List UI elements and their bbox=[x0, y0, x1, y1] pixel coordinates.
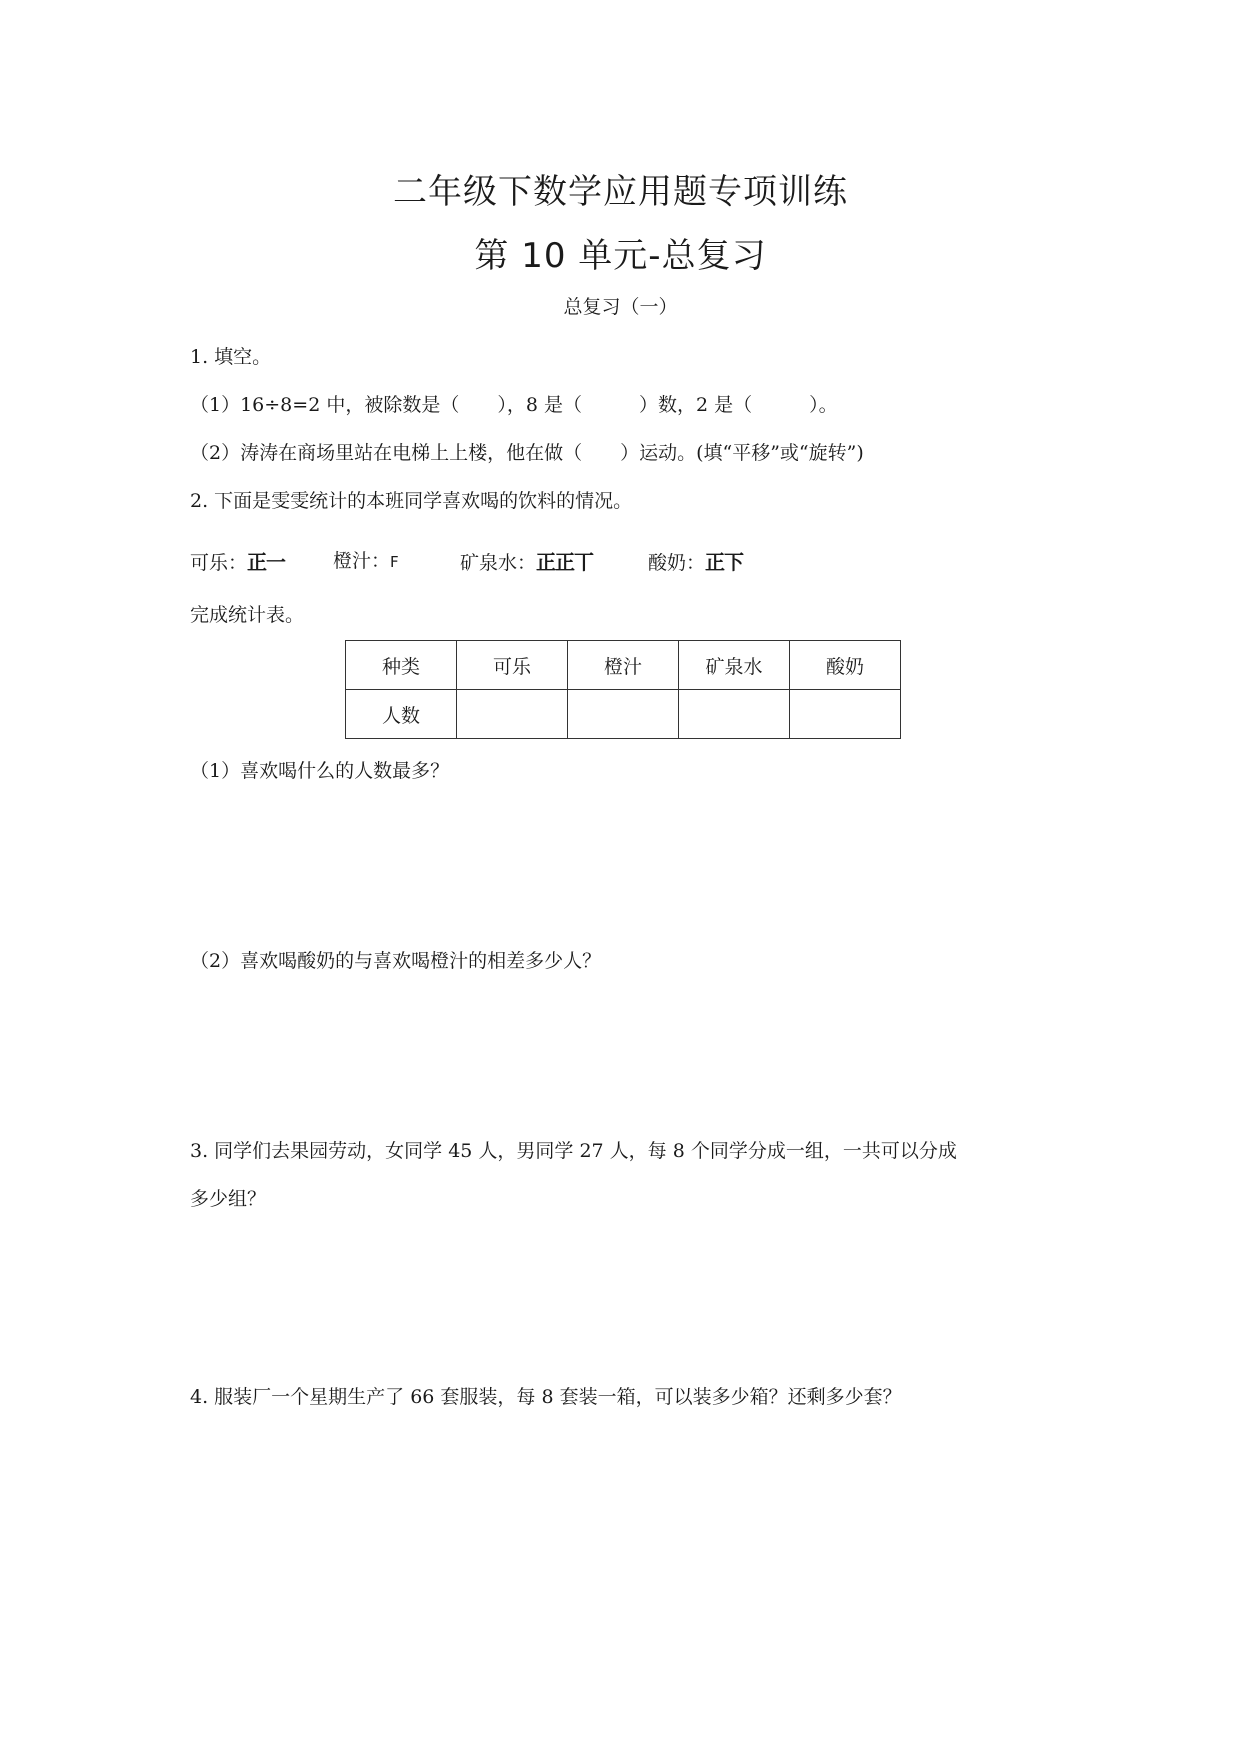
table-row bbox=[346, 690, 901, 739]
question-1-part-2: （2）涛涛在商场里站在电梯上上楼，他在做（ ）运动。(填“平移”或“旋转”) bbox=[190, 442, 864, 464]
tally-mineral-water bbox=[460, 546, 593, 575]
tally-marks: 正一 bbox=[247, 550, 286, 574]
tally-marks: F bbox=[390, 553, 398, 571]
table-header-cell: 矿泉水 bbox=[679, 641, 790, 690]
tally-label: 酸奶： bbox=[648, 552, 706, 574]
question-1-part-1: （1）16÷8=2 中，被除数是（ ），8 是（ ）数，2 是（ ）。 bbox=[190, 394, 838, 416]
table-header-cell: 酸奶 bbox=[790, 641, 901, 690]
tally-marks: 正正丅 bbox=[536, 550, 594, 574]
tally-label: 橙汁： bbox=[333, 550, 391, 572]
table-prompt: 完成统计表。 bbox=[190, 604, 305, 626]
section-title: 总复习（一） bbox=[563, 296, 678, 318]
table-answer-cell[interactable] bbox=[790, 690, 901, 739]
table-header-cell: 可乐 bbox=[457, 641, 568, 690]
tally-label: 矿泉水： bbox=[460, 552, 537, 574]
tally-label: 可乐： bbox=[190, 552, 248, 574]
question-2-sub-2: （2）喜欢喝酸奶的与喜欢喝橙汁的相差多少人？ bbox=[190, 950, 602, 972]
tally-marks: 正下 bbox=[705, 550, 744, 574]
tally-cola bbox=[190, 546, 285, 575]
table-answer-cell[interactable] bbox=[457, 690, 568, 739]
table-header-row bbox=[346, 641, 901, 690]
unit-title: 第 10 单元-总复习 bbox=[474, 236, 767, 276]
question-2-stem: 2. 下面是雯雯统计的本班同学喜欢喝的饮料的情况。 bbox=[190, 490, 633, 512]
table-row-label: 人数 bbox=[346, 690, 457, 739]
statistics-table bbox=[345, 640, 901, 739]
question-3-line-2: 多少组？ bbox=[190, 1188, 267, 1210]
question-2-sub-1: （1）喜欢喝什么的人数最多？ bbox=[190, 760, 450, 782]
table-header-cell: 橙汁 bbox=[568, 641, 679, 690]
tally-yogurt bbox=[648, 546, 743, 575]
tally-orange-juice bbox=[333, 546, 398, 573]
document-title: 二年级下数学应用题专项训练 bbox=[393, 172, 848, 212]
table-answer-cell[interactable] bbox=[679, 690, 790, 739]
question-3-line-1: 3. 同学们去果园劳动，女同学 45 人，男同学 27 人，每 8 个同学分成一组，一共可以分成 bbox=[190, 1140, 957, 1162]
table-header-cell: 种类 bbox=[346, 641, 457, 690]
table-answer-cell[interactable] bbox=[568, 690, 679, 739]
question-1-stem: 1. 填空。 bbox=[190, 346, 272, 368]
question-4: 4. 服装厂一个星期生产了 66 套服装，每 8 套装一箱，可以装多少箱？还剩多少套？ bbox=[190, 1386, 902, 1408]
